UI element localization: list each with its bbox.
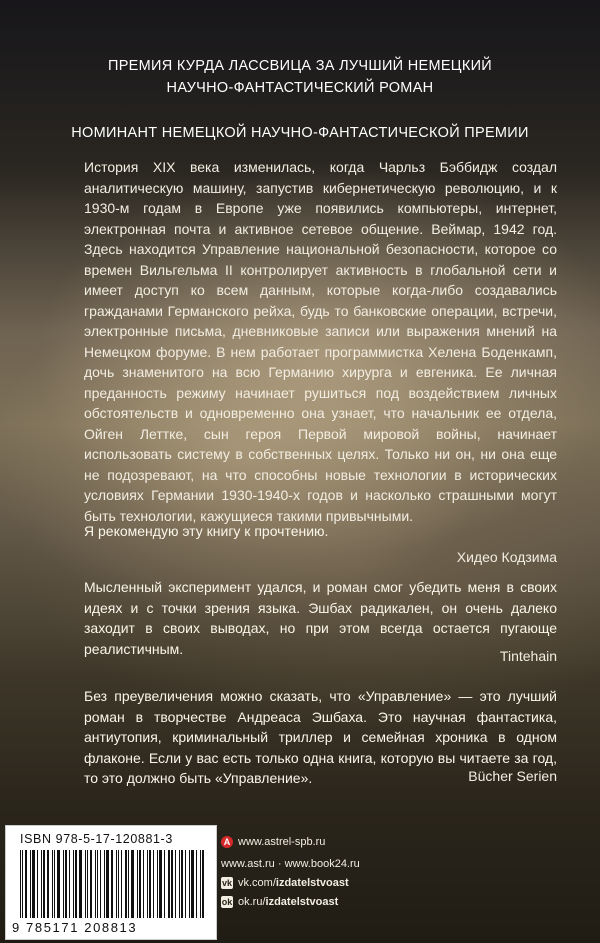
barcode-bar bbox=[121, 850, 122, 918]
barcode-bar bbox=[118, 850, 119, 918]
barcode-bar bbox=[104, 850, 105, 918]
barcode-bar bbox=[54, 850, 55, 918]
barcode-bar bbox=[65, 850, 67, 918]
sites-link-row[interactable] bbox=[221, 854, 360, 873]
barcode-bar bbox=[90, 850, 92, 918]
barcode-bar bbox=[37, 850, 38, 918]
barcode-bar bbox=[128, 850, 129, 918]
award-nominee: НОМИНАНТ НЕМЕЦКОЙ НАУЧНО-ФАНТАСТИЧЕСКОЙ ПРЕМИИ bbox=[71, 125, 529, 141]
barcode-bar bbox=[22, 850, 23, 918]
barcode-bar bbox=[106, 850, 109, 918]
barcode-bar bbox=[147, 850, 148, 918]
barcode-bar bbox=[52, 850, 53, 918]
barcode-bar bbox=[168, 850, 170, 918]
barcode-bar bbox=[116, 850, 117, 918]
ok-handle[interactable]: izdatelstvoast bbox=[265, 895, 339, 908]
vk-link-row[interactable] bbox=[221, 873, 360, 892]
barcode-bar bbox=[191, 850, 194, 918]
award-line-2: НАУЧНО-ФАНТАСТИЧЕСКИЙ РОМАН bbox=[166, 80, 434, 96]
vk-icon: vk bbox=[221, 877, 232, 888]
barcode-bar bbox=[159, 850, 162, 918]
quote-text: Без преувеличения можно сказать, что «Управление» — это лучший роман в творчестве Андреаса Эшбаха. Это научная фантастика, антиутопия, криминальный триллер и семейная хроника в одном флаконе. Если у вас есть только одна книга, которую вы читаете за год, то это должно быть «Управление». bbox=[84, 688, 557, 786]
barcode-bar bbox=[171, 850, 173, 918]
barcode-bar bbox=[87, 850, 88, 918]
quote-text: Мысленный эксперимент удался, и роман смог убедить меня в своих идеях и с точки зрения языка. Эшбах радикален, он очень далеко заходит в своих выводах, но при этом всегда остается пугающе реалистичным. bbox=[84, 579, 557, 657]
barcode-bar bbox=[125, 850, 127, 918]
quote-author: Хидео Кодзима bbox=[456, 549, 557, 565]
ok-link-row[interactable] bbox=[221, 892, 360, 911]
barcode-number: 9 785171 208813 bbox=[12, 920, 138, 935]
isbn-barcode bbox=[5, 825, 217, 940]
barcode-bar bbox=[179, 850, 180, 918]
barcode-bar bbox=[143, 850, 144, 918]
barcode-bar bbox=[85, 850, 86, 918]
ok-icon: ok bbox=[221, 896, 233, 907]
vk-prefix: vk.com/ bbox=[238, 876, 276, 889]
barcode-bar bbox=[75, 850, 77, 918]
publisher-links bbox=[221, 832, 360, 911]
barcode-bar bbox=[131, 850, 134, 918]
barcode-bar bbox=[202, 850, 204, 918]
award-lasswitz bbox=[0, 55, 600, 99]
barcode-bar bbox=[20, 850, 21, 918]
quote-author: Bücher Serien bbox=[468, 768, 557, 784]
barcode-bar bbox=[137, 850, 138, 918]
quote-author: Tintehain bbox=[499, 648, 557, 664]
barcode-bar bbox=[73, 850, 74, 918]
barcode-bar bbox=[185, 850, 186, 918]
astrel-link[interactable]: www.astrel-spb.ru bbox=[238, 835, 326, 848]
barcode-bar bbox=[57, 850, 60, 918]
barcode-bar bbox=[175, 850, 176, 918]
barcode-bar bbox=[189, 850, 190, 918]
barcode-bar bbox=[157, 850, 158, 918]
barcode-bar bbox=[63, 850, 64, 918]
award-line-1: ПРЕМИЯ КУРДА ЛАССВИЦА ЗА ЛУЧШИЙ НЕМЕЦКИЙ bbox=[107, 58, 493, 74]
barcode-bar bbox=[79, 850, 82, 918]
barcode-bar bbox=[43, 850, 45, 918]
barcode-bar bbox=[97, 850, 98, 918]
isbn-label: ISBN 978-5-17-120881-3 bbox=[20, 832, 173, 846]
barcode-bars bbox=[20, 850, 206, 918]
astrel-link-row[interactable] bbox=[221, 832, 360, 851]
ok-prefix: ok.ru/ bbox=[238, 895, 266, 908]
barcode-bar bbox=[164, 850, 165, 918]
barcode-bar bbox=[100, 850, 102, 918]
barcode-bar bbox=[196, 850, 197, 918]
barcode-bar bbox=[30, 850, 31, 918]
barcode-bar bbox=[32, 850, 35, 918]
barcode-bar bbox=[111, 850, 113, 918]
ast-logo-icon: A bbox=[221, 836, 233, 848]
barcode-bar bbox=[153, 850, 154, 918]
barcode-bar bbox=[181, 850, 183, 918]
synopsis-text: История XIX века изменилась, когда Чарльз Бэббидж создал аналитическую машину, запустив кибернетическую революцию, и к 1930-м годам в Европе уже появились компьютеры, интернет, электронная почта и активное сетевое общение. Веймар, 1942 год. Здесь находится Управление национальной безопасности, которое со времен Вильгельма II контролирует активность в глобальной сети и имеет доступ ко всем данным, которые когда-либо создавались гражданами Германского рейха, будь то банковские операции, встречи, электронные письма, дневниковые записи или выражения мнений на Немецком форуме. В нем работает программистка Хелена Боденкамп, дочь знаменитого на всю Германию хирурга и евгеника. Ее личная преданность режиму начинает рушиться под воздействием личных обстоятельств и одновременно она узнает, что начальник ее отдела, Ойген Леттке, сын героя Первой мировой войны, начинает использовать систему в собственных целях. Только ни он, ни она еще не подозревают, на что способны новые технологии в исторических условиях Германии 1930-1940-х годов и насколько страшными могут быть технологии, кажущиеся такими привычными. bbox=[84, 159, 557, 524]
barcode-bar bbox=[149, 850, 151, 918]
barcode-bar bbox=[95, 850, 96, 918]
barcode-bar bbox=[47, 850, 49, 918]
sites-link[interactable]: www.ast.ru · www.book24.ru bbox=[221, 857, 360, 870]
barcode-bar bbox=[41, 850, 42, 918]
barcode-bar bbox=[69, 850, 70, 918]
quote-text: Я рекомендую эту книгу к прочтению. bbox=[84, 523, 329, 539]
barcode-bar bbox=[139, 850, 141, 918]
barcode-bar bbox=[200, 850, 201, 918]
barcode-bar bbox=[25, 850, 27, 918]
vk-handle[interactable]: izdatelstvoast bbox=[275, 876, 349, 889]
